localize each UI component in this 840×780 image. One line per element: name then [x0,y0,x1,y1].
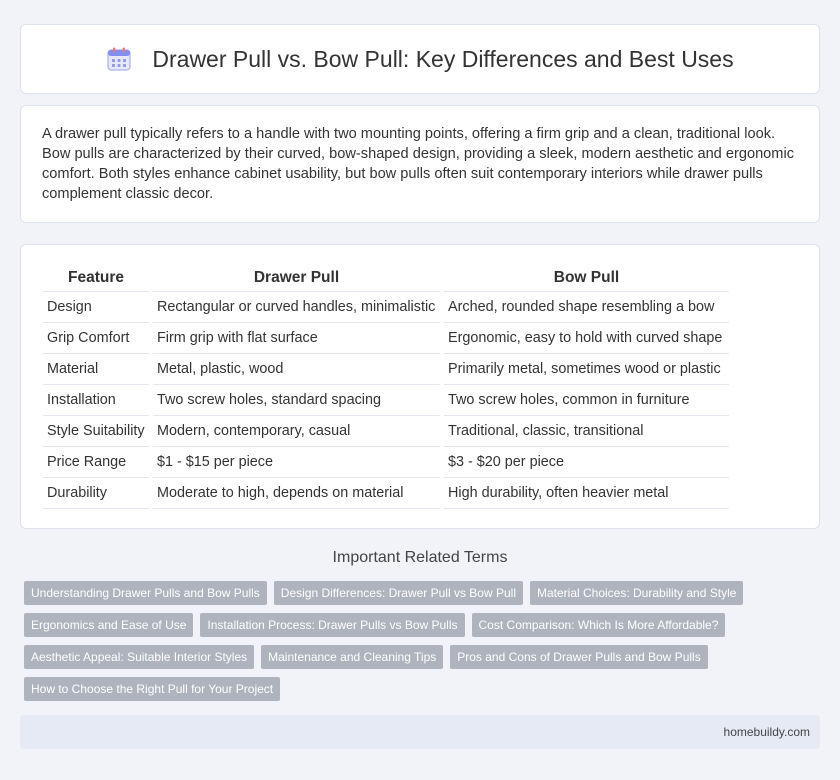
comparison-table [39,264,733,509]
related-term-tag[interactable]: Maintenance and Cleaning Tips [261,645,443,669]
table-cell: Grip Comfort [43,323,149,354]
table-cell: Style Suitability [43,416,149,447]
table-cell: Design [43,292,149,323]
related-term-tag[interactable]: Material Choices: Durability and Style [530,581,743,605]
table-row [43,354,729,385]
table-cell: Two screw holes, standard spacing [153,385,440,416]
table-cell: $3 - $20 per piece [444,447,729,478]
tag-row [24,677,824,701]
related-term-tag[interactable]: Installation Process: Drawer Pulls vs Bow Pulls [200,613,464,637]
comparison-table-card [20,244,820,529]
table-cell: Moderate to high, depends on material [153,478,440,509]
table-cell: High durability, often heavier metal [444,478,729,509]
title-wrap [106,46,733,73]
page-title: Drawer Pull vs. Bow Pull: Key Differences and Best Uses [152,45,734,72]
table-cell: Price Range [43,447,149,478]
tag-row [24,645,824,669]
table-header-drawer-pull: Drawer Pull [153,264,440,292]
footer-site-link[interactable]: homebuildy.com [723,725,810,739]
related-terms-tags [24,581,824,709]
table-row [43,416,729,447]
related-term-tag[interactable]: Design Differences: Drawer Pull vs Bow Pull [274,581,523,605]
table-cell: Two screw holes, common in furniture [444,385,729,416]
table-cell: Arched, rounded shape resembling a bow [444,292,729,323]
footer [20,715,820,749]
table-row [43,385,729,416]
intro-card [20,105,820,223]
related-term-tag[interactable]: Ergonomics and Ease of Use [24,613,193,637]
tag-row [24,581,824,605]
table-header-feature: Feature [43,264,149,292]
table-cell: Primarily metal, sometimes wood or plastic [444,354,729,385]
related-terms-title: Important Related Terms [332,549,508,566]
table-header-bow-pull: Bow Pull [444,264,729,292]
table-cell: Material [43,354,149,385]
table-row [43,478,729,509]
table-cell: Installation [43,385,149,416]
related-term-tag[interactable]: How to Choose the Right Pull for Your Project [24,677,280,701]
table-cell: $1 - $15 per piece [153,447,440,478]
table-cell: Durability [43,478,149,509]
tag-row [24,613,824,637]
table-cell: Traditional, classic, transitional [444,416,729,447]
table-row [43,323,729,354]
table-cell: Modern, contemporary, casual [153,416,440,447]
table-cell: Metal, plastic, wood [153,354,440,385]
header-card [20,24,820,94]
table-row [43,447,729,478]
related-term-tag[interactable]: Cost Comparison: Which Is More Affordable? [472,613,726,637]
related-term-tag[interactable]: Pros and Cons of Drawer Pulls and Bow Pulls [450,645,707,669]
table-cell: Ergonomic, easy to hold with curved shape [444,323,729,354]
related-term-tag[interactable]: Understanding Drawer Pulls and Bow Pulls [24,581,267,605]
intro-text: A drawer pull typically refers to a handle with two mounting points, offering a firm grip and a clean, traditional look. Bow pulls are characterized by their curved, bow-shaped design, providing a sleek, modern aesthetic and ergonomic comfort. Both styles enhance cabinet usability, but bow pulls often suit contemporary interiors while drawer pulls complement classic decor. [42,126,794,202]
table-row [43,292,729,323]
table-cell: Firm grip with flat surface [153,323,440,354]
calendar-icon [106,46,132,72]
table-cell: Rectangular or curved handles, minimalistic [153,292,440,323]
table-header-row [43,264,729,292]
related-term-tag[interactable]: Aesthetic Appeal: Suitable Interior Styles [24,645,254,669]
